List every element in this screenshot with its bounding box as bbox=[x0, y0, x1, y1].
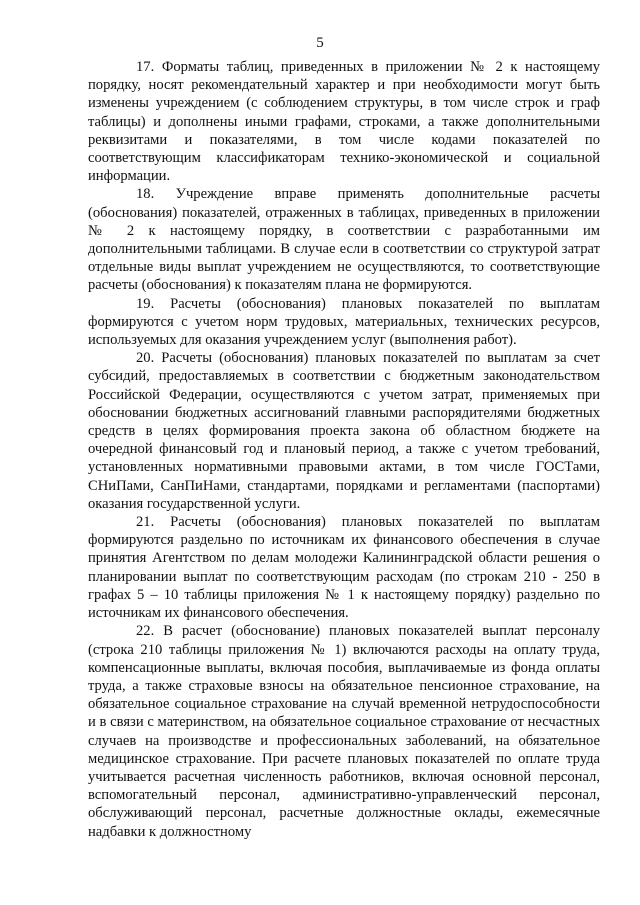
paragraph-17: 17. Форматы таблиц, приведенных в приложении № 2 к настоящему порядку, носят рекомендательный характер и при необходимости могут быть изменены учреждением (с соблюдением структуры, в том числе строк и граф таблицы) и дополнены иными графами, строками, а также дополнительными реквизитами и показателями, в том числе кодами показателей по соответствующим классификаторам технико-экономической и социальной информации. bbox=[88, 59, 600, 185]
paragraph-20: 20. Расчеты (обоснования) плановых показателей по выплатам за счет субсидий, предоставляемых в соответствии с бюджетным законодательством Российской Федерации, осуществляются с учетом затрат, применяемых при обосновании бюджетных ассигнований главными распорядителями бюджетных средств в целях формирования проекта закона об областном бюджете на очередной финансовый год и плановый период, а также с учетом требований, установленных нормативными правовыми актами, в том числе ГОСТами, СНиПами, СанПиНами, стандартами, порядками и регламентами (паспортами) оказания государственной услуги. bbox=[88, 350, 600, 512]
paragraph-19: 19. Расчеты (обоснования) плановых показателей по выплатам формируются с учетом норм трудовых, материальных, технических ресурсов, используемых для оказания учреждением услуг (выполнения работ). bbox=[88, 295, 600, 349]
paragraph-21: 21. Расчеты (обоснования) плановых показателей по выплатам формируются раздельно по источникам их финансового обеспечения в случае принятия Агентством по делам молодежи Калининградской области решения о планировании выплат по соответствующим расходам (по строкам 210 - 250 в графах 5 – 10 таблицы приложения № 1 к настоящему порядку) раздельно по источникам их финансового обеспечения. bbox=[88, 514, 600, 622]
paragraph-18: 18. Учреждение вправе применять дополнительные расчеты (обоснования) показателей, отраженных в таблицах, приведенных в приложении № 2 к настоящему порядку, в соответствии с разработанными им дополнительными таблицами. В случае если в соответствии со структурой затрат отдельные виды выплат учреждением не осуществляются, то соответствующие расчеты (обоснования) к показателям плана не формируются. bbox=[88, 186, 600, 294]
page-number: 5 bbox=[316, 35, 324, 51]
paragraph-22: 22. В расчет (обоснование) плановых показателей выплат персоналу (строка 210 таблицы приложения № 1) включаются расходы на оплату труда, компенсационные выплаты, включая пособия, выплачиваемые из фонда оплаты труда, а также страховые взносы на обязательное пенсионное страхование, на обязательное социальное страхование на случай временной нетрудоспособности и в связи с материнством, на обязательное социальное страхование от несчастных случаев на производстве и профессиональных заболеваний, на обязательное медицинское страхование. При расчете плановых показателей по оплате труда учитывается расчетная численность работников, включая основной персонал, вспомогательный персонал, административно-управленческий персонал, обслуживающий персонал, расчетные должностные оклады, ежемесячные надбавки к должностному bbox=[88, 623, 600, 840]
document-body bbox=[88, 58, 600, 841]
